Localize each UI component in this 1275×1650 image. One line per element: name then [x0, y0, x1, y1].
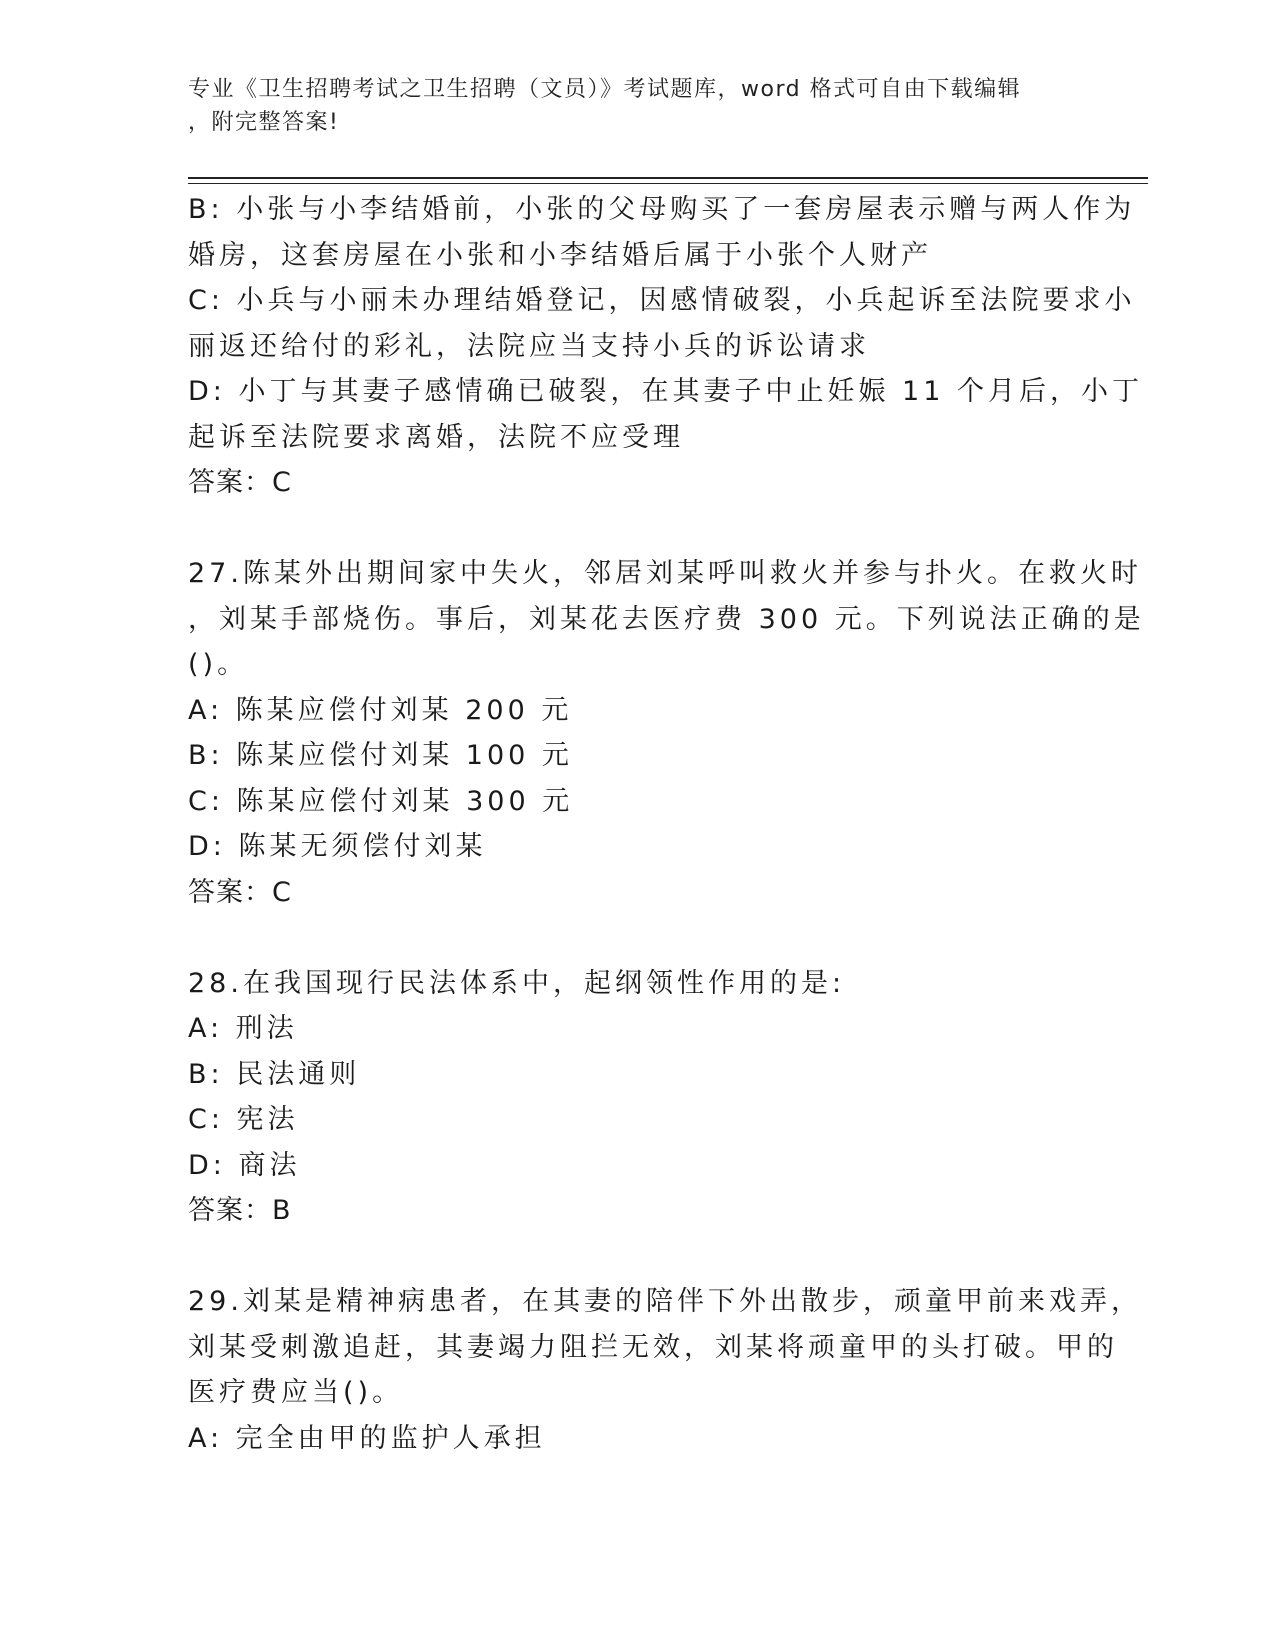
question-27-option-c: C: 陈某应偿付刘某 300 元 [188, 785, 574, 817]
document-header [188, 73, 1068, 139]
question-29-stem-line-3: 医疗费应当()。 [188, 1377, 404, 1408]
option-d-line-1: D: 小丁与其妻子感情确已破裂，在其妻子中止妊娠 11 个月后，小丁 [188, 376, 1143, 407]
header-divider-thick [188, 177, 1148, 179]
question-29 [188, 1279, 1142, 1461]
question-28-option-c: C: 宪法 [188, 1104, 299, 1135]
question-28-option-a: A: 刑法 [188, 1013, 298, 1044]
spacer [188, 915, 1088, 961]
spacer [188, 1234, 1088, 1280]
question-29-stem-line-2: 刘某受刺激追赶，其妻竭力阻拦无效，刘某将顽童甲的头打破。甲的 [188, 1331, 1118, 1363]
question-list [188, 187, 1145, 1461]
question-28-option-b: B: 民法通则 [188, 1058, 361, 1090]
header-divider-thin [188, 183, 1148, 184]
option-b-line-1: B: 小张与小李结婚前，小张的父母购买了一套房屋表示赠与两人作为 [188, 194, 1136, 225]
question-27 [188, 551, 1145, 915]
option-c-line-1: C: 小兵与小丽未办理结婚登记，因感情破裂，小兵起诉至法院要求小 [188, 285, 1136, 316]
question-29-stem-line-1: 29.刘某是精神病患者，在其妻的陪伴下外出散步，顽童甲前来戏弄， [188, 1286, 1142, 1317]
question-29-option-a: A: 完全由甲的监护人承担 [188, 1422, 546, 1454]
question-27-option-d: D: 陈某无须偿付刘某 [188, 831, 487, 862]
spacer [188, 506, 1088, 552]
answer-26: 答案：C [188, 467, 292, 498]
option-d-line-2: 起诉至法院要求离婚，法院不应受理 [188, 421, 684, 453]
header-title-line-1: 专业《卫生招聘考试之卫生招聘（文员）》考试题库，word 格式可自由下载编辑 [188, 77, 1022, 102]
answer-28: 答案：B [188, 1195, 292, 1226]
option-c-line-2: 丽返还给付的彩礼，法院应当支持小兵的诉讼请求 [188, 330, 870, 362]
answer-27: 答案：C [188, 876, 292, 908]
question-28-stem: 28.在我国现行民法体系中，起纲领性作用的是: [188, 967, 846, 999]
question-27-stem-line-3: ()。 [188, 649, 249, 680]
question-27-stem-line-2: ，刘某手部烧伤。事后，刘某花去医疗费 300 元。下列说法正确的是 [188, 603, 1145, 635]
question-27-option-b: B: 陈某应偿付刘某 100 元 [188, 740, 573, 771]
header-title-line-2: ，附完整答案! [188, 110, 340, 135]
question-28-option-d: D: 商法 [188, 1149, 301, 1181]
question-28 [188, 961, 1088, 1234]
question-26-tail [188, 187, 1143, 506]
question-27-stem-line-1: 27.陈某外出期间家中失火，邻居刘某呼叫救火并参与扑火。在救火时 [188, 558, 1142, 589]
question-27-option-a: A: 陈某应偿付刘某 200 元 [188, 694, 573, 726]
option-b-line-2: 婚房，这套房屋在小张和小李结婚后属于小张个人财产 [188, 239, 932, 271]
